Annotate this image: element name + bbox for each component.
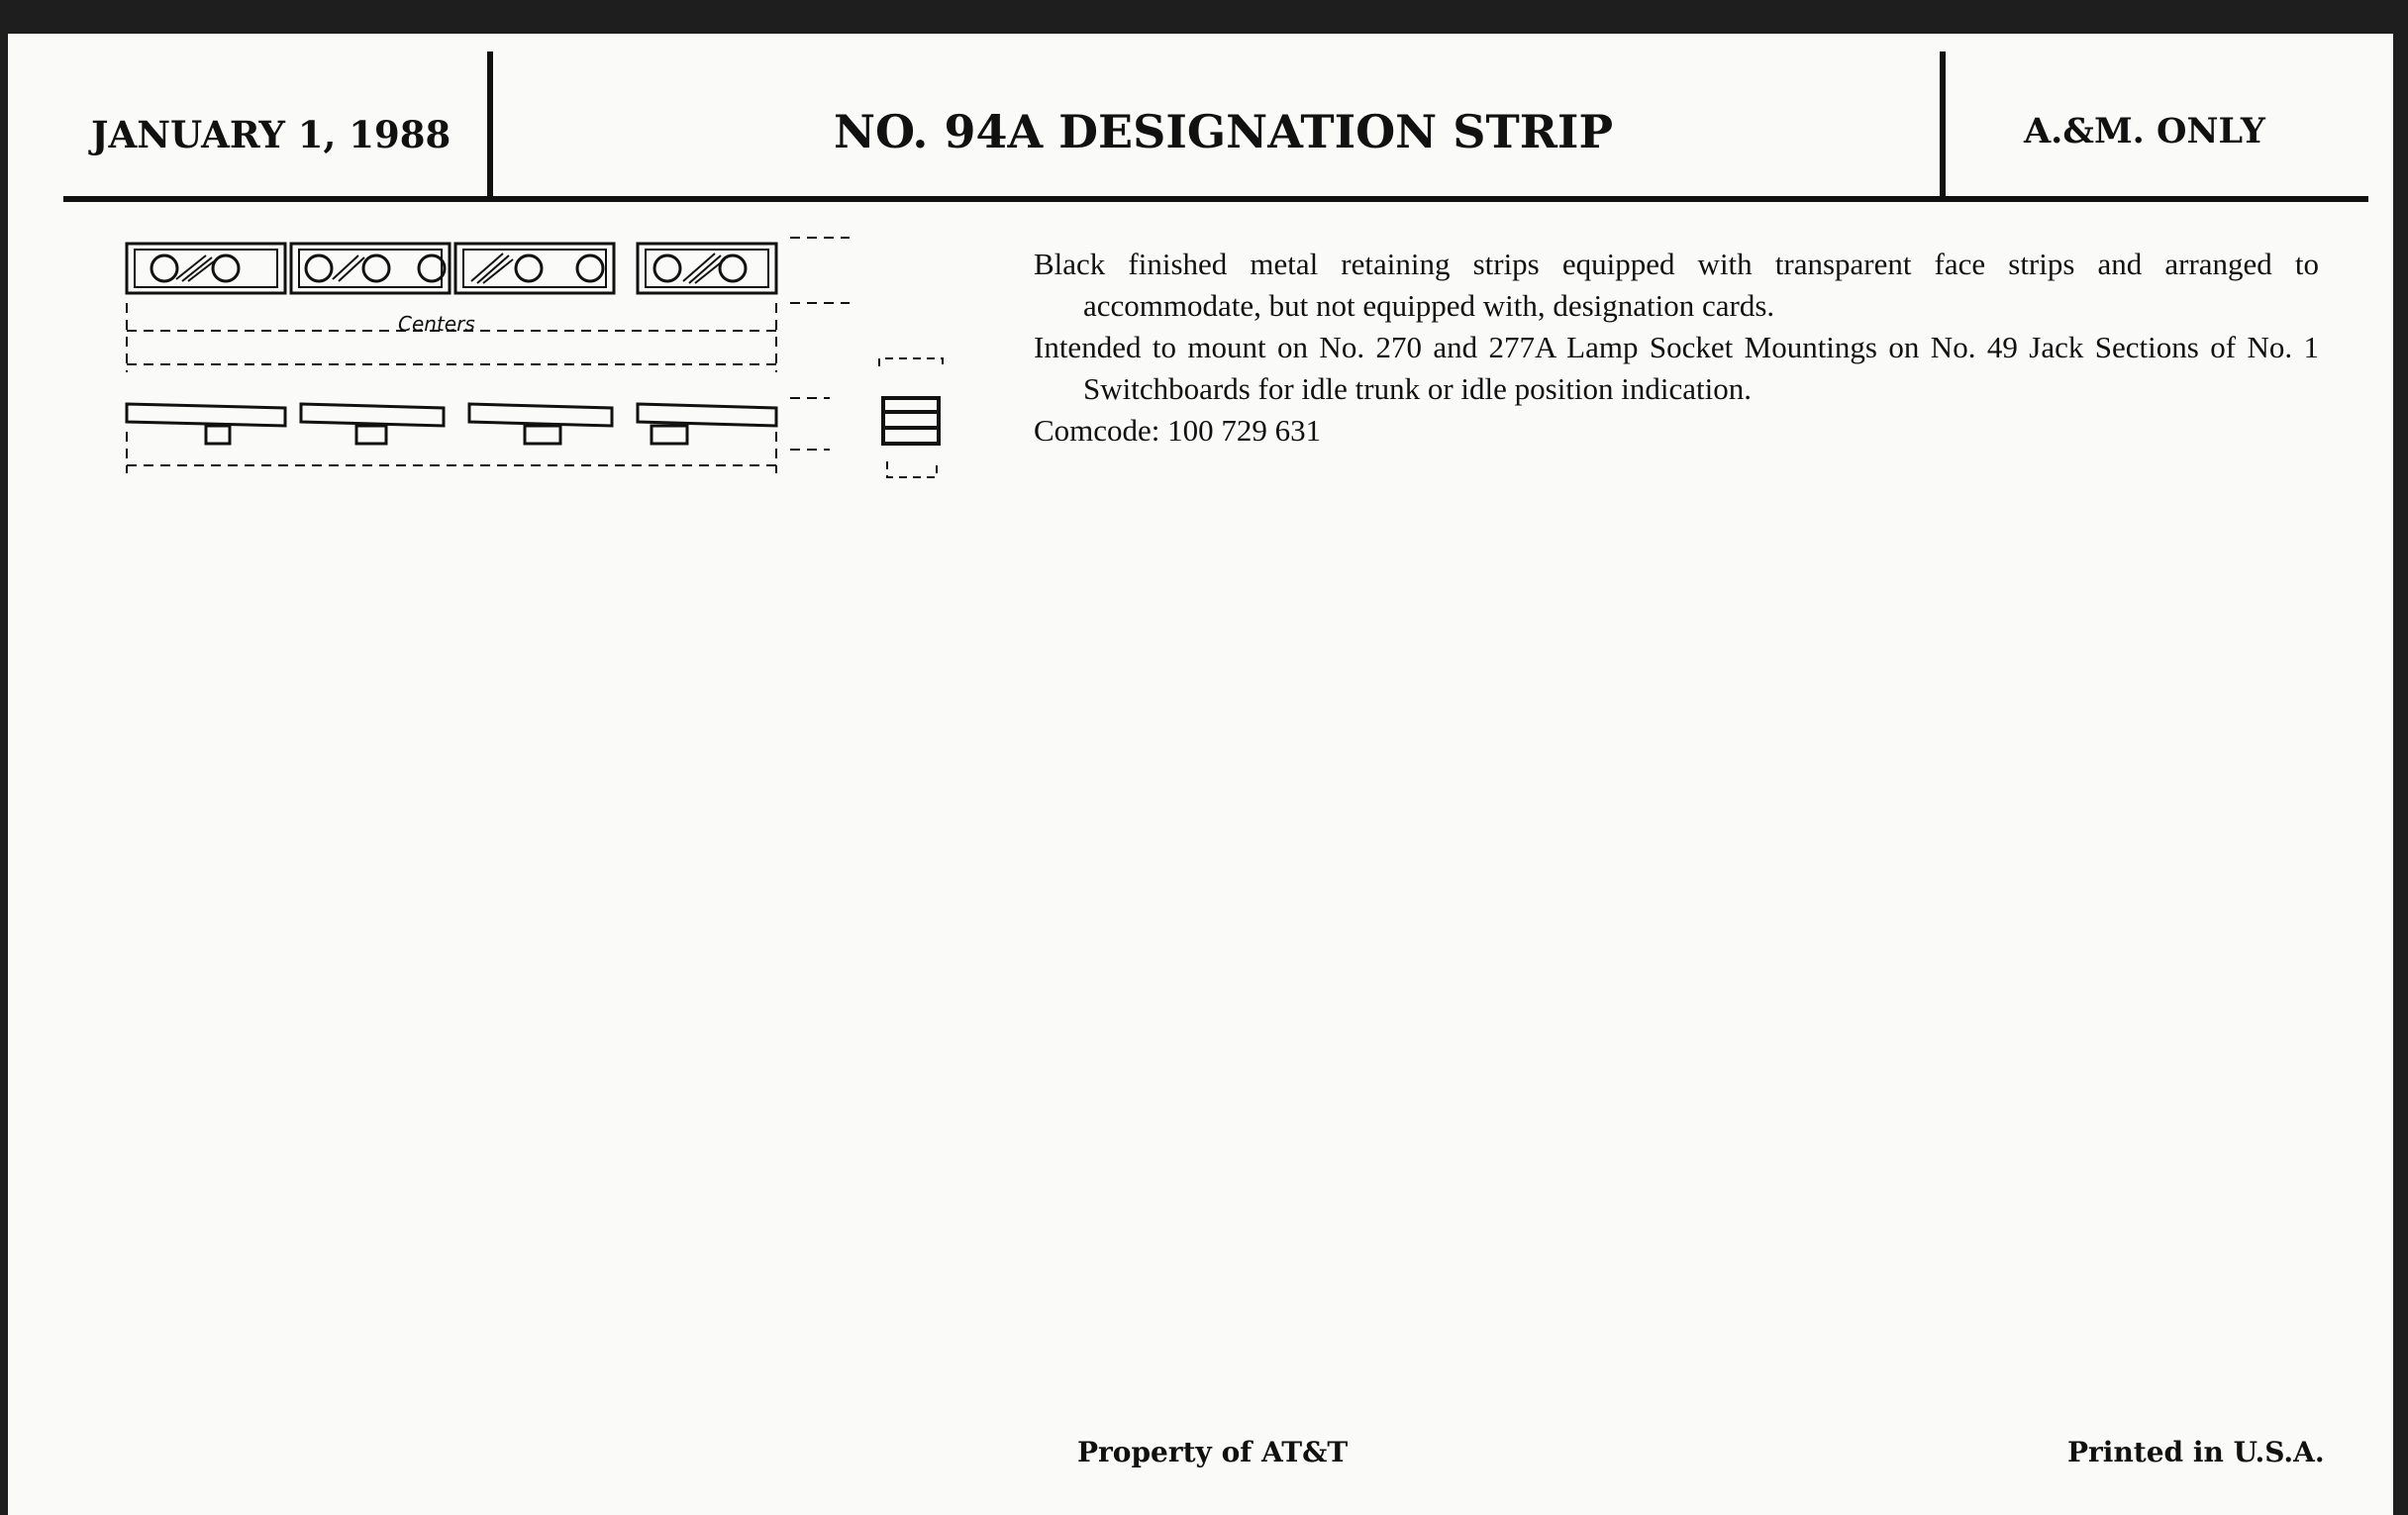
header-divider-left: [487, 51, 493, 200]
strip-top-view-3: [455, 244, 614, 293]
header-divider-right: [1940, 51, 1946, 200]
dimension-lines-bottom: [127, 398, 830, 473]
description-paragraph: Intended to mount on No. 270 and 277A Lamp Socket Mountings on No. 49 Jack Sections of No. 1 Switchboards for idle trunk or idle position indication.: [1034, 330, 2319, 406]
footer-printed: Printed in U.S.A.: [2067, 1436, 2325, 1468]
header-note: A.&M. ONLY: [2024, 111, 2265, 152]
header-date: JANUARY 1, 1988: [91, 113, 452, 156]
strip-top-view-4: [638, 244, 776, 293]
centers-label: Centers: [398, 312, 475, 336]
page-title: NO. 94A DESIGNATION STRIP: [834, 105, 1614, 158]
strip-top-view-1: [127, 244, 285, 293]
header-rule: [63, 196, 2368, 202]
description: [1034, 244, 2319, 452]
footer-property: Property of AT&T: [1077, 1436, 1349, 1468]
comcode-line: Comcode: 100 729 631: [1034, 413, 1322, 448]
strip-side-view: [127, 404, 776, 444]
description-paragraph: Black finished metal retaining strips equipped with transparent face strips and arranged to accommodate, but not equipped with, designation cards.: [1034, 247, 2319, 323]
strip-top-view-2: [291, 244, 450, 293]
strip-end-view: [879, 358, 943, 477]
designation-strip-drawing: [117, 224, 949, 501]
